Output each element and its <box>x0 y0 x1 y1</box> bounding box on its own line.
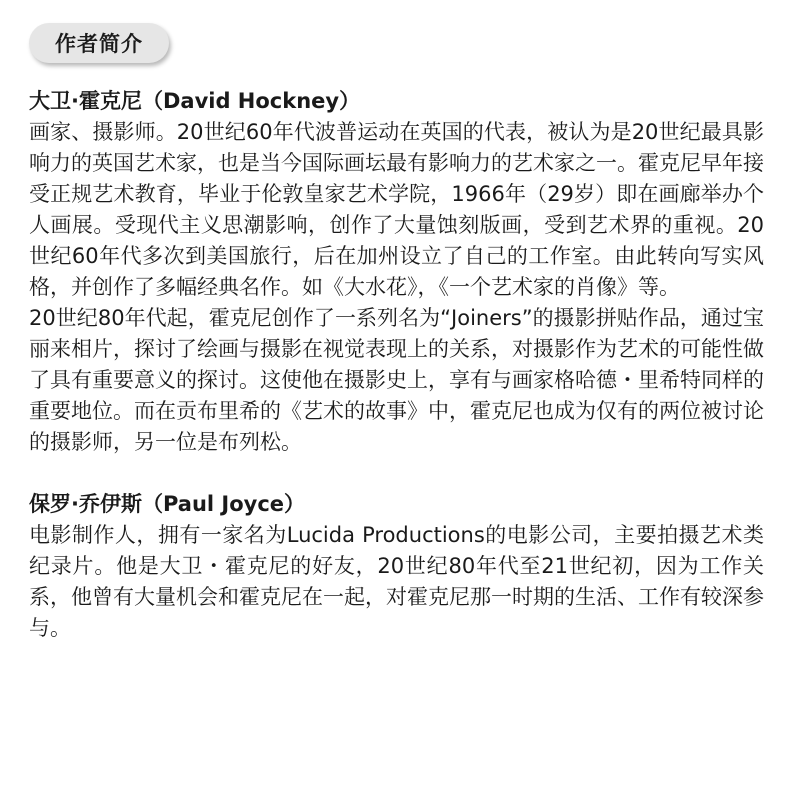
author-bio-paragraph: 20世纪80年代起，霍克尼创作了一系列名为“Joiners”的摄影拼贴作品，通过宝丽来相片，探讨了绘画与摄影在视觉表现上的关系，对摄影作为艺术的可能性做了具有重要意义的探讨。这使他在摄影史上，享有与画家格哈德・里希特同样的重要地位。而在贡布里希的《艺术的故事》中，霍克尼也成为仅有的两位被讨论的摄影师，另一位是布列松。 <box>29 306 764 454</box>
author-bio-paragraph: 画家、摄影师。20世纪60年代波普运动在英国的代表，被认为是20世纪最具影响力的英国艺术家，也是当今国际画坛最有影响力的艺术家之一。霍克尼早年接受正规艺术教育，毕业于伦敦皇家艺术学院，1966年（29岁）即在画廊举办个人画展。受现代主义思潮影响，创作了大量蚀刻版画，受到艺术界的重视。20世纪60年代多次到美国旅行，后在加州设立了自己的工作室。由此转向写实风格，并创作了多幅经典名作。如《大水花》，《一个艺术家的肖像》等。 <box>29 120 764 299</box>
author-bio-joyce <box>29 489 764 644</box>
section-title: 作者简介 <box>55 32 143 56</box>
section-spacer <box>29 458 764 489</box>
author-bio-hockney <box>29 86 764 458</box>
section-title-badge <box>29 23 169 63</box>
author-bios <box>29 86 764 644</box>
author-bio-paragraph: 电影制作人，拥有一家名为Lucida Productions的电影公司，主要拍摄艺术类纪录片。他是大卫・霍克尼的好友，20世纪80年代至21世纪初，因为工作关系，他曾有大量机会和霍克尼在一起，对霍克尼那一时期的生活、工作有较深参与。 <box>29 523 764 640</box>
author-name: 保罗·乔伊斯（Paul Joyce） <box>29 492 306 516</box>
author-name: 大卫·霍克尼（David Hockney） <box>29 89 361 113</box>
